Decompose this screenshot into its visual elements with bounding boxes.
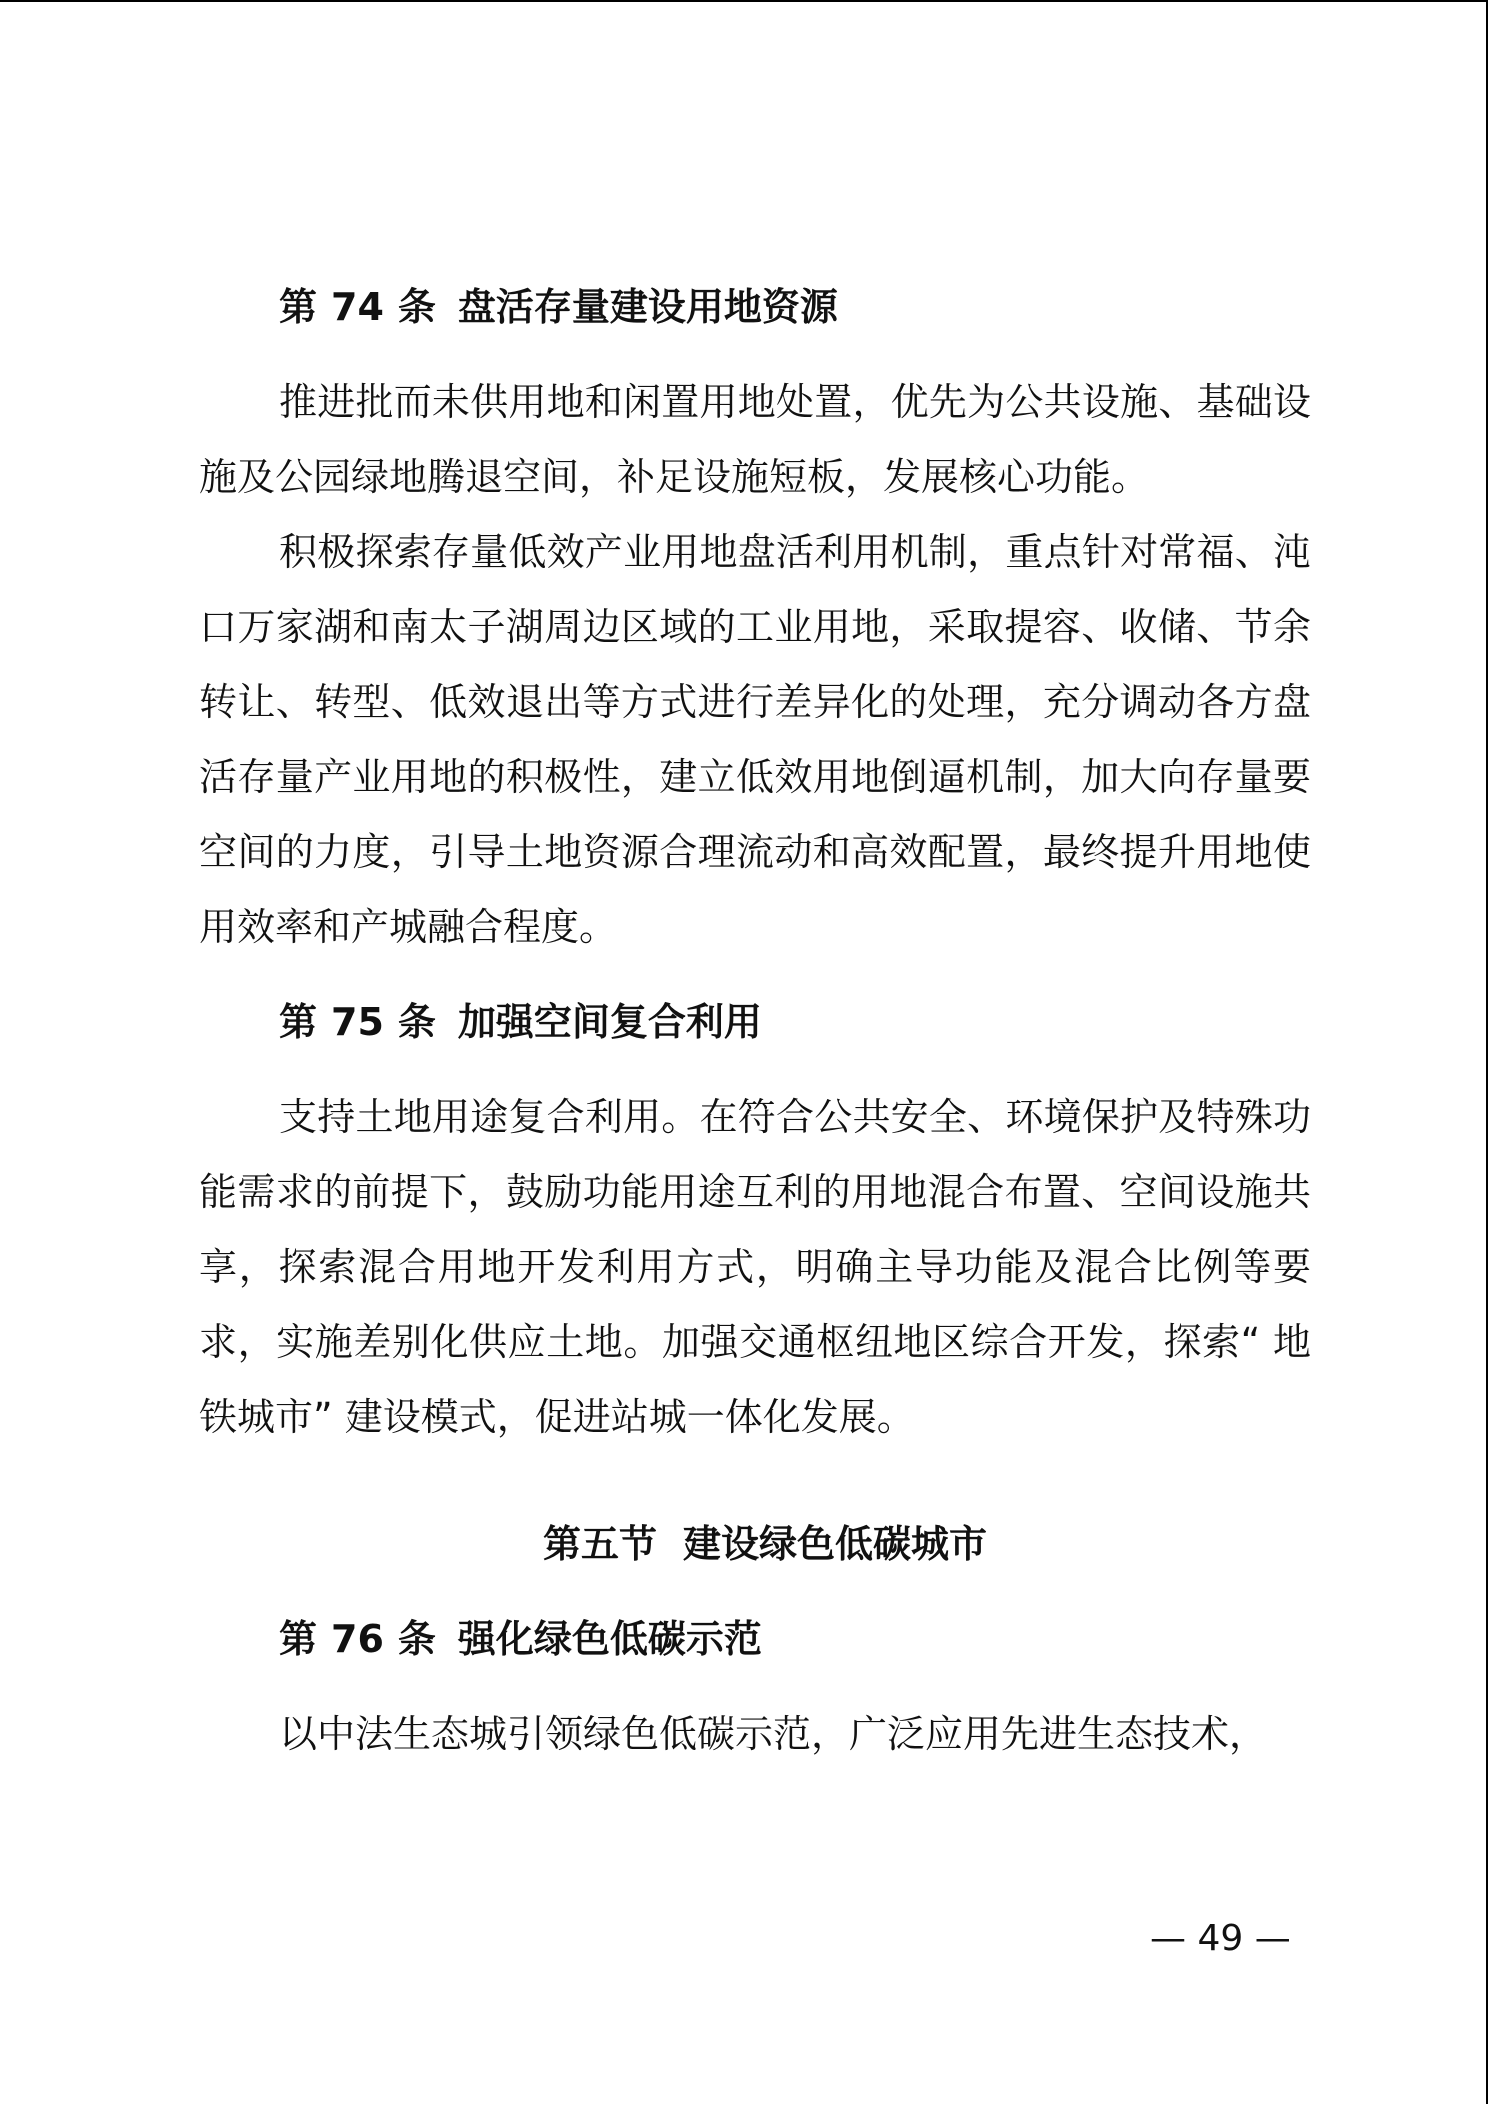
article-75-heading [199,985,1311,1060]
article-76-paragraph-1: 以中法生态城引领绿色低碳示范，广泛应用先进生态技术， [279,1712,1268,1756]
document-body [199,270,1311,1772]
article-74-prefix: 第 [279,285,318,329]
article-76-number: 76 [331,1617,384,1661]
article-74-suffix: 条 [397,285,436,329]
page-top-border [0,0,1488,2]
article-75-number: 75 [331,1000,384,1044]
section-5-title [199,1507,1311,1582]
section-5-label: 第五节 [542,1522,657,1566]
article-74-title: 盘活存量建设用地资源 [457,285,838,329]
article-75-paragraph-1: 支持土地用途复合利用。在符合公共安全、环境保护及特殊功能需求的前提下，鼓励功能用途互利的用地混合布置、空间设施共享，探索混合用地开发利用方式，明确主导功能及混合比例等要求，实施差别化供应土地。加强交通枢纽地区综合开发，探索“ 地铁城市” 建设模式，促进站城一体化发展。 [199,1095,1311,1439]
page-number: — 49 — [1150,1918,1291,1959]
article-75-prefix: 第 [279,1000,318,1044]
article-75-title: 加强空间复合利用 [457,1000,762,1044]
article-76-prefix: 第 [279,1617,318,1661]
article-76-suffix: 条 [397,1617,436,1661]
article-74-number: 74 [331,285,384,329]
article-76-heading [199,1602,1311,1677]
article-75-suffix: 条 [397,1000,436,1044]
article-74-heading [199,270,1311,345]
article-74-paragraph-1: 推进批而未供用地和闲置用地处置，优先为公共设施、基础设施及公园绿地腾退空间，补足设施短板，发展核心功能。 [199,380,1311,499]
section-5-name: 建设绿色低碳城市 [683,1522,988,1566]
article-74-paragraph-2: 积极探索存量低效产业用地盘活利用机制，重点针对常福、沌口万家湖和南太子湖周边区域的工业用地，采取提容、收储、节余转让、转型、低效退出等方式进行差异化的处理，充分调动各方盘活存量产业用地的积极性，建立低效用地倒逼机制，加大向存量要空间的力度，引导土地资源合理流动和高效配置，最终提升用地使用效率和产城融合程度。 [199,530,1311,949]
article-76-title: 强化绿色低碳示范 [457,1617,762,1661]
